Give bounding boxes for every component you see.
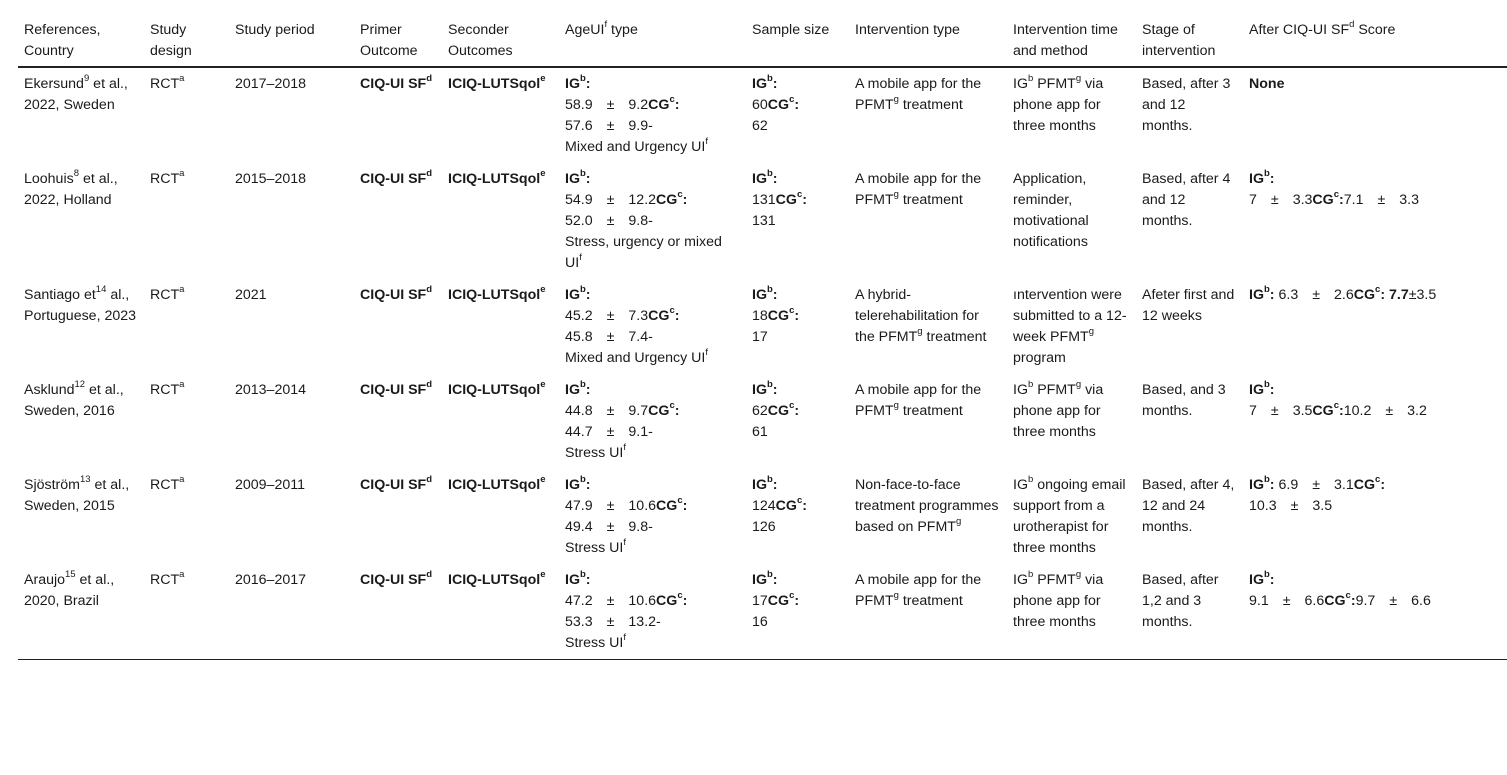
cell-design: RCT$^a$ (144, 564, 229, 660)
cell-primer: CIQ-UI $SF^d$ (360, 379, 433, 398)
cell-primer: CIQ-UI $SF^d$ (360, 73, 433, 92)
header-after-score: After CIQ-UI $SF^d$ Score (1243, 14, 1507, 67)
cell-sample: $IG^b$: $17CG^c$: 16 (746, 564, 849, 660)
cell-sample: $IG^b$: $131CG^c$: 131 (752, 168, 807, 229)
cell-intervention-time: ıntervention were submitted to a 12-week PFMT$^g$ program (1013, 287, 1127, 366)
table-row (18, 67, 1507, 163)
cell-design: RCT$^a$ (150, 73, 185, 92)
table-row (18, 374, 1507, 469)
header-stage: Stage of intervention (1136, 14, 1243, 67)
cell-seconder: ICIQ-LUTSqol$^e$ (448, 284, 546, 303)
cell-sample: $IG^b$: $18CG^c$: 17 (752, 284, 800, 345)
cell-reference: Sjöström$^{13}$ et al., Sweden, 2015 (24, 474, 130, 514)
cell-sample: $IG^b$: $62CG^c$: 61 (752, 379, 800, 440)
cell-period: 2017–2018 (235, 76, 307, 92)
cell-primer: CIQ-UI $SF^d$ (354, 564, 442, 660)
cell-reference: Araujo$^{15}$ et al., 2020, Brazil (18, 564, 144, 660)
cell-period: 2015–2018 (235, 171, 307, 187)
cell-primer: CIQ-UI $SF^d$ (360, 168, 433, 187)
study-table (18, 14, 1507, 660)
header-primer-outcome: Primer Outcome (354, 14, 442, 67)
cell-after-score: $IG^b$: $6.9 \pm 3.1CG^c$: 10.3 ± 3.5 (1249, 474, 1386, 514)
cell-design: RCT$^a$ (150, 474, 185, 493)
header-intervention-type: Intervention type (849, 14, 1007, 67)
cell-age-ui: $IG^b$: $47.2 \pm 10.6CG^c$: 53.3 ± 13.2- Stress $UI^f$ (559, 564, 746, 660)
header-seconder-outcomes: Seconder Outcomes (442, 14, 559, 67)
cell-design: RCT$^a$ (150, 284, 185, 303)
cell-after-score: None (1249, 76, 1285, 92)
header-age-ui-type: AgeUI$^f$ type (559, 14, 746, 67)
cell-age-ui: $IG^b$: $44.8 \pm 9.7CG^c$: 44.7 ± 9.1- Stress $UI^f$ (565, 379, 680, 461)
cell-intervention-type: A mobile app for the PFMT$^g$ treatment (855, 171, 982, 208)
cell-reference: Loohuis$^8$ et al., 2022, Holland (24, 168, 118, 208)
cell-stage: Based, after 1,2 and 3 months. (1136, 564, 1243, 660)
cell-intervention-type: A hybrid-telerehabilitation for the PFMT$^g$ treatment (855, 287, 987, 345)
table-row (18, 163, 1507, 279)
cell-age-ui: $IG^b$: $45.2 \pm 7.3CG^c$: 45.8 ± 7.4- Mixed and Urgency $UI^f$ (565, 284, 708, 366)
cell-stage: Based, and 3 months. (1142, 382, 1226, 419)
cell-design: RCT$^a$ (150, 379, 185, 398)
header-row (18, 14, 1507, 67)
cell-intervention-time: $IG^b$ ongoing email support from a urotherapist for three months (1013, 474, 1126, 556)
cell-after-score: $IG^b$: $6.3 \pm 2.6CG^c$: 7.7±3.5 (1249, 284, 1437, 303)
cell-reference: Santiago $et^{14}$ al., Portuguese, 2023 (24, 284, 137, 324)
cell-seconder: ICIQ-LUTSqol$^e$ (448, 474, 546, 493)
header-intervention-time: Intervention time and method (1007, 14, 1136, 67)
cell-intervention-time: $IG^b$ PFMT$^g$ via phone app for three months (1013, 73, 1104, 134)
cell-sample: $IG^b$: $60CG^c$: 62 (752, 73, 800, 134)
cell-design: RCT$^a$ (150, 168, 185, 187)
cell-seconder: ICIQ-LUTSqol$^e$ (442, 564, 559, 660)
cell-age-ui: $IG^b$: $58.9 \pm 9.2CG^c$: 57.6 ± 9.9- Mixed and Urgency $UI^f$ (565, 73, 708, 155)
cell-after-score: $IG^b$: $7 \pm 3.5CG^c:10.2 \pm 3.2$ (1249, 379, 1427, 419)
cell-intervention-time: $IG^b$ PFMT$^g$ via phone app for three months (1013, 379, 1104, 440)
cell-intervention-type: A mobile app for the PFMT$^g$ treatment (855, 76, 982, 113)
header-references: References, Country (18, 14, 144, 67)
table-row (18, 279, 1507, 374)
cell-after-score: $IG^b$: $9.1 \pm 6.6CG^c:9.7 \pm 6.6$ (1243, 564, 1507, 660)
cell-period: 2016–2017 (229, 564, 354, 660)
cell-sample: $IG^b$: $124CG^c$: 126 (752, 474, 807, 535)
header-study-period: Study period (229, 14, 354, 67)
header-study-design: Study design (144, 14, 229, 67)
cell-age-ui: $IG^b$: $47.9 \pm 10.6CG^c$: 49.4 ± 9.8- Stress $UI^f$ (565, 474, 688, 556)
cell-intervention-time: Application, reminder, motivational notifications (1013, 171, 1089, 250)
cell-primer: CIQ-UI $SF^d$ (360, 284, 433, 303)
cell-period: 2009–2011 (235, 477, 305, 493)
cell-intervention-type: Non-face-to-face treatment programmes based on PFMT$^g$ (855, 477, 999, 535)
cell-age-ui: $IG^b$: $54.9 \pm 12.2CG^c$: 52.0 ± 9.8- Stress, urgency or mixed $UI^f$ (565, 168, 722, 271)
cell-period: 2013–2014 (235, 382, 307, 398)
cell-intervention-time: $IG^b$ PFMT$^g$ via phone app for three months (1007, 564, 1136, 660)
cell-primer: CIQ-UI $SF^d$ (360, 474, 433, 493)
cell-seconder: ICIQ-LUTSqol$^e$ (448, 379, 546, 398)
cell-reference: Ekersund$^9$ et al., 2022, Sweden (24, 73, 128, 113)
cell-seconder: ICIQ-LUTSqol$^e$ (448, 73, 546, 92)
cell-intervention-type: A mobile app for the PFMT$^g$ treatment (855, 382, 982, 419)
cell-intervention-type: A mobile app for the PFMT$^g$ treatment (849, 564, 1007, 660)
cell-stage: Afeter first and 12 weeks (1142, 287, 1235, 324)
cell-after-score: $IG^b$: $7 \pm 3.3CG^c:7.1 \pm 3.3$ (1249, 168, 1419, 208)
cell-period: 2021 (235, 287, 267, 303)
cell-stage: Based, after 3 and 12 months. (1142, 76, 1231, 134)
table-row (18, 469, 1507, 564)
cell-stage: Based, after 4, 12 and 24 months. (1142, 477, 1235, 535)
table-row (18, 564, 1507, 660)
cell-seconder: ICIQ-LUTSqol$^e$ (448, 168, 546, 187)
cell-stage: Based, after 4 and 12 months. (1142, 171, 1231, 229)
header-sample-size: Sample size (746, 14, 849, 67)
cell-reference: Asklund$^{12}$ et al., Sweden, 2016 (24, 379, 124, 419)
